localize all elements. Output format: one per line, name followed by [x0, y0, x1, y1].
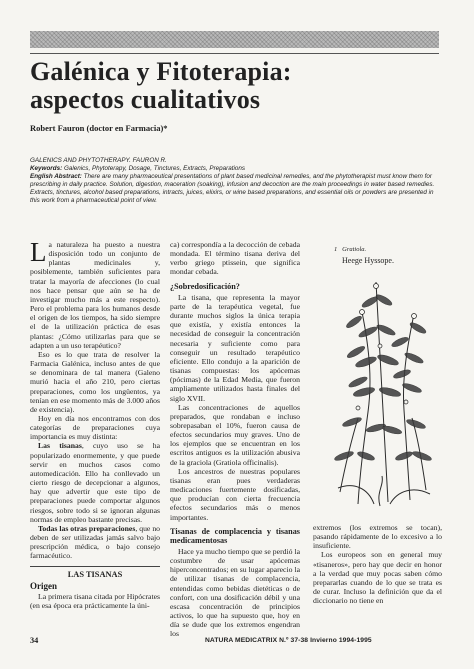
abstract-kicker: GALENICS AND PHYTOTHERAPY. FAURON R.: [30, 157, 167, 164]
keywords-line: [30, 165, 442, 173]
col2-p2: La tisana, que representa la mayor parte de la terapéutica vegetal, fue durante muchos siglos la única terapia que existía, y existía entonces la necesidad de conseguir la concentración necesaria y suficiente como para conseguir un resultado terapéutico eficiente. Ello condujo a la aparición de tisanas compuestas: los apócemas (pócimas) de la Edad Media, que fueron ampliamente utilizados hasta finales del siglo XVII.: [170, 292, 300, 403]
col1-p1: a naturaleza ha puesto a nuestra disposición todo un conjunto de plantas medicinales y, posiblemente, también suficientes para tratar la mayoría de afecciones (lo cual nos hace pensar que aún se ha de investigar mucho más a este respecto). Pero el problema para los humanos desde el origen de los tiempos, ha sido siempre el de la utilización práctica de esas plantas: ¿Cómo utilizarlas para que se adapten a un uso terapéutico?: [30, 240, 160, 350]
col1-p4-text: , cuyo uso se ha popularizado enormemente, y que puede servir en muchos casos como automedicación. Ello ha conllevado un cierto riesgo de decepcionar a algunos, hay que advertir que este tipo de preparaciones puede comportar algunos riesgos, sobre todo si se ignoran algunas normas de empleo bastante precisas.: [30, 441, 160, 524]
col2-p3: Las concentraciones de aquellos preparados, que rondaban e incluso sobrepasaban el 10%, fueron causa de efectos secundarios muy graves. Uno de los ejemplos que se encuentran en los escritos antiguos es la utilización abusiva de la graciola (Gratiola officinalis).: [170, 402, 300, 467]
col1-p4-label: Las tisanas: [38, 441, 82, 451]
abstract-text: There are many pharmaceutical presentations of plant based medicinal remedies, and the phytotherapist must know them for prescribing in daily practice. Solution, digestion, maceration (soaking), infusion and decoction are the main proceedings in water based remedies. Extracts, tinctures, alcohol based preparations, intracts, juices, elixirs, or wine based preparations, and essential oils or powders are presented in this work from a pharmaceutical point of view.: [30, 173, 435, 204]
article-title: [30, 58, 292, 114]
col2-p4: Los ancestros de nuestras populares tisanas eran pues verdaderas medicaciones fuertemente dosificadas, que producían con cierta frecuencia efectos secundarios más o menos importantes.: [170, 466, 300, 522]
title-line-1: Galénica y Fitoterapia:: [30, 57, 292, 86]
illustration-number: 1: [334, 246, 338, 253]
text-column-1: [30, 237, 161, 610]
journal-footer: NATURA MEDICATRIX N.º 37-38 Invierno 1994-1995: [205, 637, 372, 644]
page-number: 34: [30, 636, 39, 645]
keywords-label: Keywords:: [30, 165, 63, 172]
col1-p5-text: , que no deben de ser utilizadas jamás salvo bajo prescripción médica, o bajo consejo farmacéutico.: [30, 523, 161, 561]
intro-paragraph: [30, 237, 160, 350]
section-heading-tisanas: LAS TISANAS: [30, 566, 160, 579]
col1-p3: Hoy en día nos encontramos con dos categorías de preparaciones cuya importancia es muy distinta:: [30, 413, 160, 442]
drop-cap: L: [30, 237, 47, 267]
col1-p4: [30, 441, 160, 523]
header-banner: [30, 31, 439, 48]
hedge-hyssop-plant-drawing: [318, 242, 446, 510]
subheading-complacencia: Tisanas de complacencia y tisanas medicamentosas: [170, 526, 300, 545]
header-rule: [30, 53, 439, 54]
text-column-3: [313, 523, 442, 605]
author-byline: Robert Fauron (doctor en Farmacia)*: [30, 123, 168, 133]
col3-p1: extremos (los extremos se tocan), pasando rápidamente de lo excesivo a lo insuficiente.: [313, 523, 442, 551]
keywords-text: Galenics, Phytoterapy, Dosage, Tinctures, Extracts, Preparations: [62, 165, 246, 172]
english-abstract: [30, 173, 442, 205]
col1-p5-label: Todas las otras preparaciones: [38, 523, 136, 533]
text-column-2: [170, 240, 300, 639]
col1-p2: Eso es lo que trata de resolver la Farmacia Galénica, incluso antes de que se denominara de tal manera (Galeno murió hacia el año 210, pero ciertas preparaciones, como los ungüentos, ya tenían en ese momento más de 3.000 años de existencia).: [30, 349, 160, 414]
abstract-block: [30, 157, 442, 205]
illustration-caption-latin: [334, 246, 366, 253]
botanical-illustration: [318, 242, 446, 510]
col3-p2: Los europeos son en general muy «tisaneros», pero hay que decir en honor a la verdad que muy pocas saben cómo prepararlas cuando de lo que se trata es de curar. Incluso la definición que da el diccionario no tiene en: [313, 550, 442, 606]
col1-p5: [30, 524, 160, 561]
illustration-latin-name: Gratiola.: [342, 246, 367, 253]
col2-p5: Hace ya mucho tiempo que se perdió la costumbre de usar apócemas hiperconcentrados; en su lugar aparecio la de utilizar tisanas de complacencia, entendidas como bebidas dietéticas o de confort, con una dosificación débil y una escasa concentración de principios activos, lo que ha supuesto que, hoy en día se dude que los extremos engendran los: [170, 547, 300, 639]
col1-p6: La primera tisana citada por Hipócrates (en esa época era prácticamente la úni-: [30, 591, 160, 610]
subheading-sobredosificacion: ¿Sobredosificación?: [170, 281, 240, 291]
illustration-caption-common: Heege Hyssope.: [342, 256, 394, 265]
subheading-origen: Origen: [30, 580, 57, 591]
col2-p1: ca) correspondía a la decocción de cebada mondada. El término tisana deriva del verbo griego ptissein, que significa mondar cebada.: [170, 240, 300, 277]
abstract-label: English Abstract:: [30, 173, 82, 180]
title-line-2: aspectos cualitativos: [30, 85, 261, 114]
